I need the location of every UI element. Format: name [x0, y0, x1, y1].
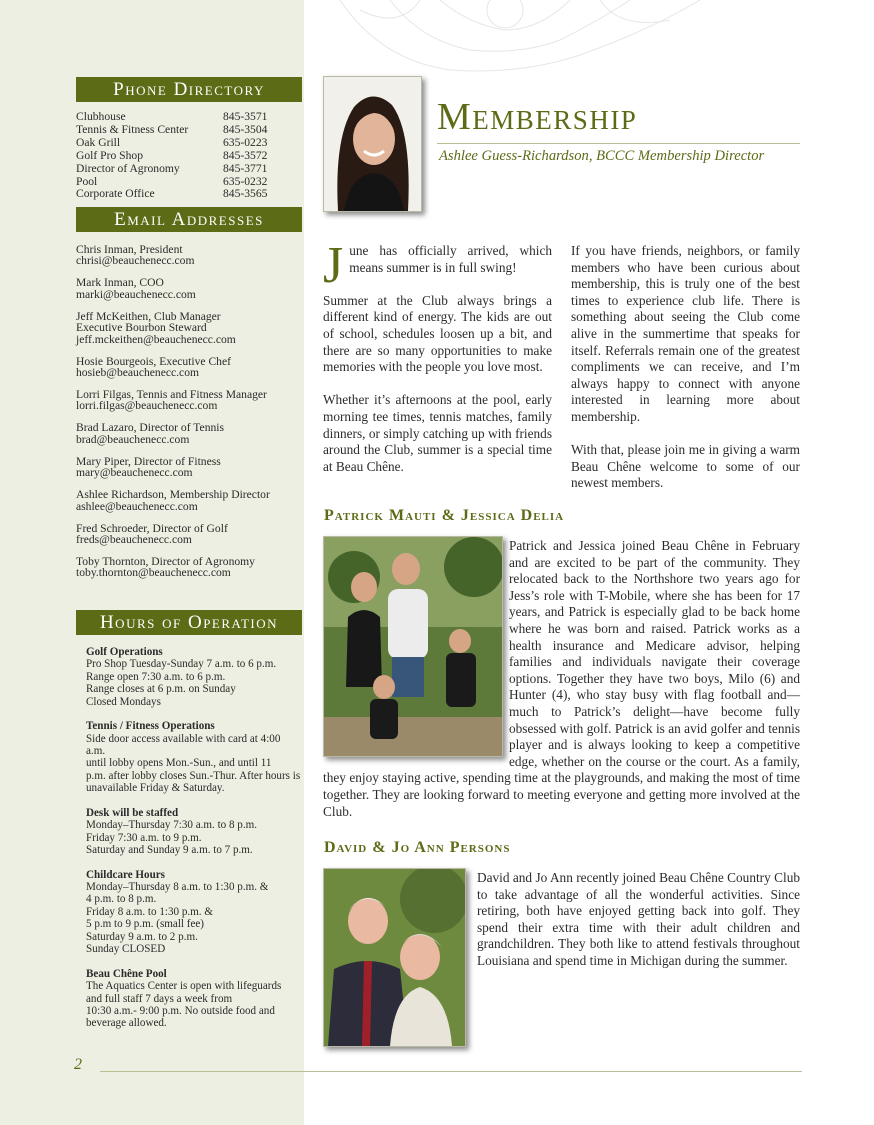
contact-email[interactable]: toby.thornton@beauchenecc.com — [76, 566, 231, 580]
hours-line: Pro Shop Tuesday-Sunday 7 a.m. to 6 p.m. — [86, 658, 277, 671]
email-list — [76, 244, 302, 589]
hours-section — [86, 720, 302, 794]
contact-role: Mary Piper, Director of Fitness — [76, 454, 221, 468]
hours-title: Tennis / Fitness Operations — [86, 720, 215, 733]
portrait-illustration-icon — [324, 77, 421, 211]
phone-number: 845-3504 — [223, 122, 268, 136]
phone-name: Corporate Office — [76, 187, 155, 201]
page-number: 2 — [74, 1056, 82, 1073]
contact-role: Mark Inman, COO — [76, 276, 164, 290]
phone-row — [76, 137, 296, 150]
hours-line: Friday 8 a.m. to 1:30 p.m. & — [86, 905, 213, 918]
contact-role: Jeff McKeithen, Club Manager — [76, 309, 221, 323]
phone-number: 845-3571 — [223, 110, 268, 123]
contact-entry — [76, 389, 302, 412]
hours-line: Sunday CLOSED — [86, 943, 166, 956]
contact-email[interactable]: marki@beauchenecc.com — [76, 287, 196, 301]
drop-cap: J — [323, 237, 344, 294]
hours-line: Saturday 9 a.m. to 2 p.m. — [86, 930, 198, 943]
contact-entry — [76, 523, 302, 546]
contact-entry — [76, 556, 302, 579]
contact-email[interactable]: chrisi@beauchenecc.com — [76, 254, 195, 268]
hours-of-operation-heading: Hours of Operation — [76, 610, 302, 635]
phone-name: Pool — [76, 174, 98, 188]
phone-row — [76, 150, 296, 163]
hours-title: Desk will be staffed — [86, 806, 179, 819]
contact-email[interactable]: lorri.filgas@beauchenecc.com — [76, 399, 218, 413]
hours-line: and full staff 7 days a week from — [86, 992, 233, 1005]
paragraph-text: une has officially arrived, which means summer is in full swing! — [349, 243, 552, 275]
hours-line: Side door access available with card at 4:00 a.m. — [86, 732, 281, 758]
contact-email[interactable]: freds@beauchenecc.com — [76, 533, 192, 547]
contact-email[interactable]: ashlee@beauchenecc.com — [76, 499, 198, 513]
phone-name: Tennis & Fitness Center — [76, 122, 189, 136]
article-paragraph: If you have friends, neighbors, or family members who have been curious about membership, this is truly one of the best times to experience club life. There is something about seeing the Club come alive in the summertime that speaks for itself. Referrals remain one of the greatest compliments we can receive, and I’m always happy to connect with anyone interested in learning more about membership. — [571, 243, 800, 424]
phone-number: 845-3565 — [223, 187, 268, 201]
contact-role: Toby Thornton, Director of Agronomy — [76, 555, 255, 569]
phone-row — [76, 111, 296, 124]
hours-line: Closed Mondays — [86, 695, 161, 708]
contact-email[interactable]: brad@beauchenecc.com — [76, 432, 190, 446]
hours-line: The Aquatics Center is open with lifeguards — [86, 980, 282, 993]
hours-title: Childcare Hours — [86, 868, 165, 881]
email-addresses-heading: Email Addresses — [76, 207, 302, 232]
article-paragraph — [323, 237, 552, 294]
member-heading-mauti-delia: Patrick Mauti & Jessica Delia — [324, 507, 565, 524]
contact-role: Hosie Bourgeois, Executive Chef — [76, 354, 231, 368]
couple-illustration-icon — [324, 869, 465, 1046]
director-portrait-photo — [323, 76, 422, 212]
footer-divider — [100, 1071, 802, 1072]
member-story-mauti-delia — [323, 538, 800, 820]
article-paragraph: Summer at the Club always brings a different kind of energy. The kids are out of school, schedules loosen up a bit, and there are so many opportunities to make memories with the people you love most. — [323, 292, 552, 375]
phone-row — [76, 188, 296, 201]
phone-name: Director of Agronomy — [76, 161, 180, 175]
phone-number: 845-3572 — [223, 148, 268, 162]
contact-email[interactable]: mary@beauchenecc.com — [76, 466, 193, 480]
hours-section — [86, 968, 302, 1030]
phone-directory-heading: Phone Directory — [76, 77, 302, 102]
hours-section — [86, 646, 302, 708]
hours-title: Beau Chêne Pool — [86, 967, 167, 980]
contact-role: Ashlee Richardson, Membership Director — [76, 488, 270, 502]
hours-line: p.m. after lobby closes Sun.-Thur. After hours is — [86, 769, 301, 782]
sunflower-watermark-icon — [300, 0, 720, 80]
article-paragraph: With that, please join me in giving a warm Beau Chêne welcome to some of our newest members. — [571, 442, 800, 491]
article-column-1 — [323, 237, 552, 492]
hours-line: beverage allowed. — [86, 1017, 167, 1030]
hours-line: 4 p.m. to 8 p.m. — [86, 893, 157, 906]
phone-number: 845-3771 — [223, 161, 268, 175]
phone-name: Oak Grill — [76, 135, 121, 149]
couple-photo — [323, 868, 466, 1047]
contact-entry — [76, 489, 302, 512]
contact-entry — [76, 311, 302, 345]
hours-line: Range closes at 6 p.m. on Sunday — [86, 683, 236, 696]
contact-role: Fred Schroeder, Director of Golf — [76, 521, 228, 535]
hours-line: until lobby opens Mon.-Sun., and until 11 — [86, 757, 272, 770]
article-paragraph: Whether it’s afternoons at the pool, early morning tee times, tennis matches, family dinners, or simply catching up with friends around the Club, summer is a special time at Beau Chêne. — [323, 392, 552, 474]
hours-line: 10:30 a.m.- 9:00 p.m. No outside food and — [86, 1004, 275, 1017]
member-story-persons — [477, 870, 800, 970]
title-divider — [437, 143, 800, 144]
contact-role: Brad Lazaro, Director of Tennis — [76, 421, 225, 435]
member-story-text: David and Jo Ann recently joined Beau Chêne Country Club to take advantage of all the wonderful activities. Since retiring, both have enjoyed getting back into golf. They spend their extra time with their adult children and grandchildren. They both like to attend festivals throughout Louisiana and spend time in Michigan during the summer. — [477, 870, 800, 968]
hours-line: Range open 7:30 a.m. to 6 p.m. — [86, 670, 226, 683]
hours-line: Saturday and Sunday 9 a.m. to 7 p.m. — [86, 844, 253, 857]
hours-section — [86, 807, 302, 857]
article-column-2 — [571, 243, 800, 509]
contact-entry — [76, 422, 302, 445]
contact-role: Chris Inman, President — [76, 243, 183, 256]
phone-name: Clubhouse — [76, 110, 126, 123]
member-story-text: Patrick and Jessica joined Beau Chêne in February and are excited to be part of the community. They relocated back to the Northshore two years ago for Jess’s role with T-Mobile, where she has been for 17 years, and Patrick is especially glad to be back home where he was born and raised. Patrick works as a health insurance and Medicare advisor, helping families and individuals navigate their coverage options. Together they have two boys, Milo (6) and Hunter (4), who stay busy with flag football and—much to Patrick’s delight—have become fully obsessed with golf. Patrick is an avid golfer and tennis player and is always looking to keep a competitive edge, whether on the course or the court. As a family, they enjoy staying active, spending time at the playgrounds, and making the most of time together. They are looking forward to meeting everyone and getting more involved at the Club. — [323, 538, 800, 819]
page-title: Membership — [437, 96, 638, 138]
hours-section — [86, 869, 302, 956]
contact-role: Lorri Filgas, Tennis and Fitness Manager — [76, 388, 267, 402]
contact-entry — [76, 244, 302, 267]
page-subtitle: Ashlee Guess-Richardson, BCCC Membership Director — [439, 148, 765, 164]
phone-number: 635-0232 — [223, 174, 268, 188]
phone-number: 635-0223 — [223, 135, 268, 149]
contact-entry — [76, 456, 302, 479]
hours-line: unavailable Friday & Saturday. — [86, 782, 225, 795]
photo-spacer — [323, 538, 509, 766]
hours-line: Friday 7:30 a.m. to 9 p.m. — [86, 831, 202, 844]
contact-entry — [76, 277, 302, 300]
contact-role-secondary: Executive Bourbon Steward — [76, 321, 207, 335]
hours-list — [86, 646, 302, 1042]
hours-line: Monday–Thursday 7:30 a.m. to 8 p.m. — [86, 819, 258, 832]
hours-line: 5 p.m to 9 p.m. (small fee) — [86, 918, 205, 931]
phone-name: Golf Pro Shop — [76, 148, 143, 162]
member-heading-persons: David & Jo Ann Persons — [324, 839, 511, 856]
contact-entry — [76, 356, 302, 379]
hours-title: Golf Operations — [86, 646, 163, 658]
phone-row — [76, 124, 296, 137]
phone-row — [76, 163, 296, 176]
hours-line: Monday–Thursday 8 a.m. to 1:30 p.m. & — [86, 881, 269, 894]
phone-directory — [76, 111, 296, 201]
contact-email[interactable]: hosieb@beauchenecc.com — [76, 366, 200, 380]
contact-email[interactable]: jeff.mckeithen@beauchenecc.com — [76, 332, 236, 346]
